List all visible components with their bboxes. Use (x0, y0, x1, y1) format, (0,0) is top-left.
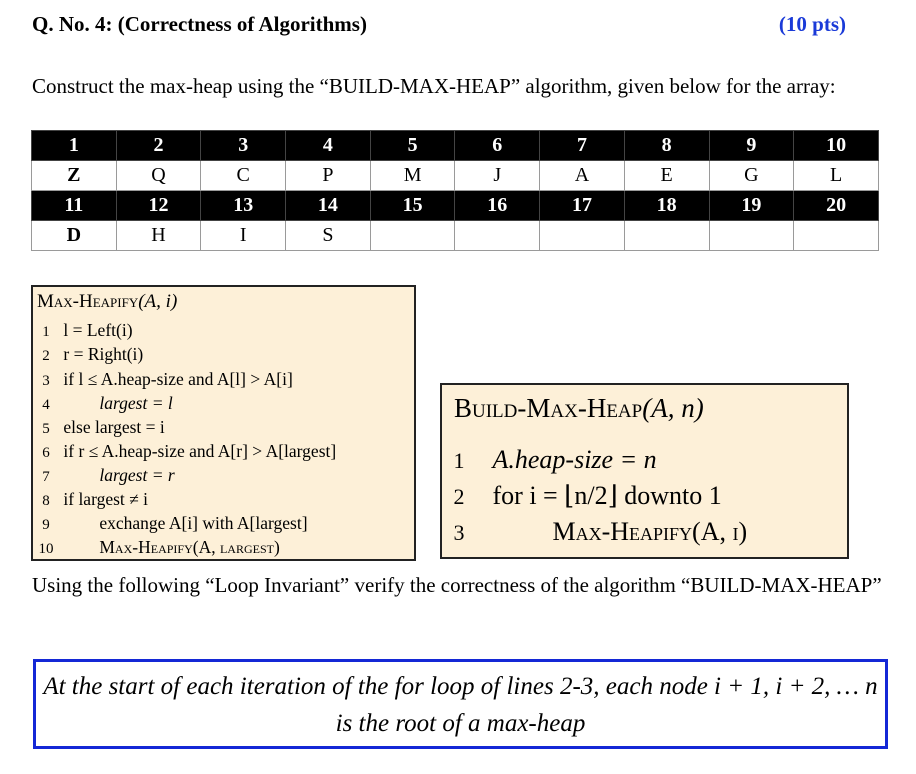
value-cell: L (794, 161, 879, 191)
mh-line-4: 4 largest = l (42, 393, 173, 413)
intro-text: Construct the max-heap using the “BUILD-MAX-HEAP” algorithm, given below for the array: (32, 74, 836, 98)
index-cell: 4 (286, 131, 371, 161)
index-cell: 7 (540, 131, 625, 161)
value-cell (624, 221, 709, 251)
index-cell: 5 (370, 131, 455, 161)
mh-line-8: 8 if largest ≠ i (42, 489, 148, 509)
mh-line-2: 2 r = Right(i) (42, 344, 144, 364)
array-table (31, 130, 879, 251)
verify-text: Using the following “Loop Invariant” verify the correctness of the algorithm “BUILD-MAX-HEAP” (32, 573, 882, 597)
mh-line-1: 1 l = Left(i) (42, 320, 133, 340)
mh-line-10-text: Max-Heapify(A, largest) (99, 537, 280, 557)
mh-line-5-text: else largest = i (63, 417, 165, 437)
value-cell: E (624, 161, 709, 191)
value-cell (455, 221, 540, 251)
points-label: (10 pts) (778, 12, 846, 36)
max-heapify-name: Max-Heapify (37, 291, 139, 312)
index-cell: 14 (286, 191, 371, 221)
index-cell: 6 (455, 131, 540, 161)
value-cell: A (540, 161, 625, 191)
index-cell: 13 (201, 191, 286, 221)
value-cell (794, 221, 879, 251)
bmh-line-2: 2 for i = ⌊n/2⌋ downto 1 (453, 481, 722, 510)
index-cell: 8 (624, 131, 709, 161)
bmh-line-3-text: Max-Heapify(A, i) (552, 517, 748, 546)
mh-line-7-text: largest = r (99, 465, 175, 485)
mh-line-7: 7 largest = r (42, 465, 175, 485)
index-cell: 12 (116, 191, 201, 221)
index-cell: 3 (201, 131, 286, 161)
value-cell (540, 221, 625, 251)
mh-line-3-text: if l ≤ A.heap-size and A[l] > A[i] (63, 369, 293, 389)
mh-line-9: 9 exchange A[i] with A[largest] (42, 513, 308, 533)
bmh-line-3: 3 Max-Heapify(A, i) (453, 517, 748, 546)
loop-invariant-box: At the start of each iteration of the for loop of lines 2-3, each node i + 1, i + 2, … n is the root of a max-heap (33, 659, 888, 749)
mh-line-4-text: largest = l (99, 393, 173, 413)
mh-line-1-text: l = Left(i) (63, 320, 133, 340)
value-cell: G (709, 161, 794, 191)
value-row-2 (32, 221, 879, 251)
value-cell: I (201, 221, 286, 251)
value-row-1 (32, 161, 879, 191)
index-cell: 11 (32, 191, 117, 221)
mh-line-2-text: r = Right(i) (63, 344, 144, 364)
mh-line-6-text: if r ≤ A.heap-size and A[r] > A[largest] (63, 441, 337, 461)
value-cell: Q (116, 161, 201, 191)
bmh-line-1-text: A.heap-size = n (492, 445, 657, 474)
mh-line-8-text: if largest ≠ i (63, 489, 148, 509)
index-row-1 (32, 131, 879, 161)
index-cell: 19 (709, 191, 794, 221)
value-cell: C (201, 161, 286, 191)
index-cell: 16 (455, 191, 540, 221)
build-max-heap-params: (A, n) (642, 393, 704, 423)
build-max-heap-name: Build-Max-Heap (454, 393, 643, 423)
value-cell: S (286, 221, 371, 251)
index-cell: 17 (540, 191, 625, 221)
index-cell: 9 (709, 131, 794, 161)
bmh-line-2-text: for i = ⌊n/2⌋ downto 1 (492, 481, 722, 510)
mh-line-5: 5 else largest = i (42, 417, 165, 437)
mh-line-9-text: exchange A[i] with A[largest] (99, 513, 308, 533)
max-heapify-box (31, 285, 416, 561)
mh-line-3: 3 if l ≤ A.heap-size and A[l] > A[i] (42, 369, 293, 389)
value-cell (709, 221, 794, 251)
mh-line-10: 10 Max-Heapify(A, largest) (38, 537, 280, 557)
value-cell: D (32, 221, 117, 251)
bmh-line-1: 1 A.heap-size = n (453, 445, 657, 474)
value-cell: P (286, 161, 371, 191)
index-cell: 20 (794, 191, 879, 221)
mh-line-6: 6 if r ≤ A.heap-size and A[r] > A[largest] (42, 441, 337, 461)
index-cell: 10 (794, 131, 879, 161)
value-cell: H (116, 221, 201, 251)
index-cell: 18 (624, 191, 709, 221)
build-max-heap-header (454, 393, 704, 424)
value-cell (370, 221, 455, 251)
index-row-2 (32, 191, 879, 221)
index-cell: 1 (32, 131, 117, 161)
max-heapify-header (37, 291, 177, 313)
question-title: Q. No. 4: (Correctness of Algorithms) (32, 12, 367, 36)
value-cell: J (455, 161, 540, 191)
value-cell: Z (32, 161, 117, 191)
index-cell: 15 (370, 191, 455, 221)
index-cell: 2 (116, 131, 201, 161)
value-cell: M (370, 161, 455, 191)
max-heapify-params: (A, i) (138, 291, 178, 312)
build-max-heap-box (440, 383, 849, 559)
